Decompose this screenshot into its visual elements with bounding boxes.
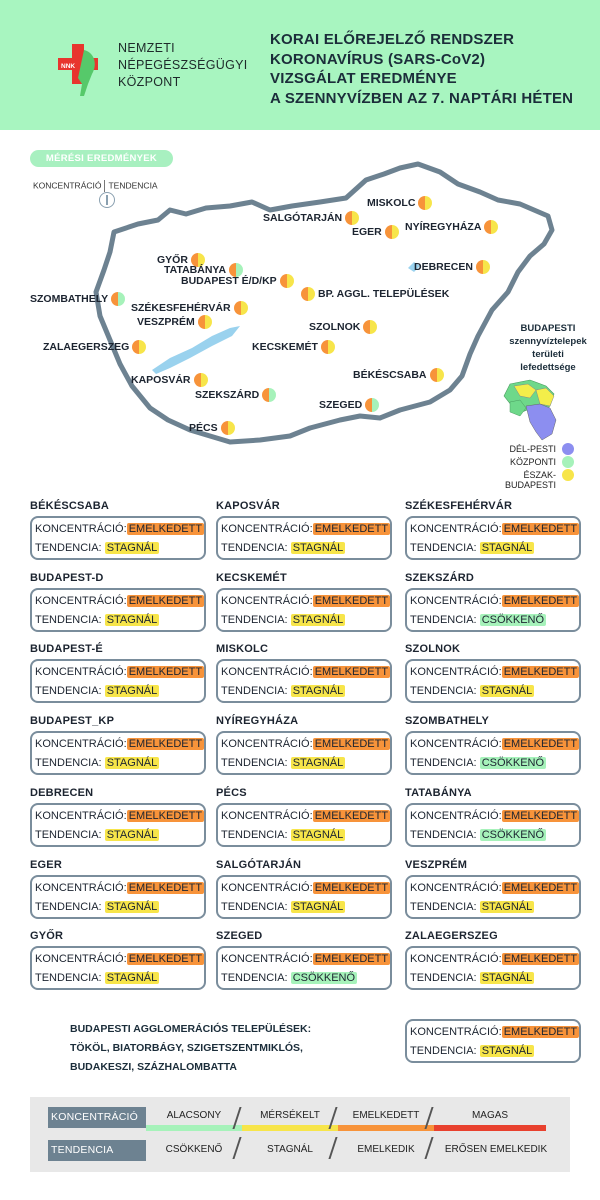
status-badge: EMELKEDETT bbox=[314, 953, 389, 965]
title-line: KORONAVÍRUS (SARS-CoV2) bbox=[270, 50, 486, 68]
concentration-row: KONCENTRÁCIÓ: EMELKEDETT bbox=[221, 810, 389, 822]
status-dot-icon bbox=[194, 373, 208, 387]
agglomeration-text bbox=[70, 1020, 311, 1077]
trend-row: TENDENCIA: STAGNÁL bbox=[35, 757, 158, 769]
level-emelkedett: EMELKEDETT bbox=[352, 1110, 420, 1121]
status-badge: EMELKEDETT bbox=[128, 595, 203, 607]
trend-emelkedik: EMELKEDIK bbox=[357, 1144, 415, 1155]
trend-row: TENDENCIA: CSÖKKENŐ bbox=[410, 614, 545, 626]
status-dot-icon bbox=[280, 274, 294, 288]
bp-legend-eszak: ÉSZAK-BUDAPESTI bbox=[504, 470, 556, 490]
status-badge: EMELKEDETT bbox=[503, 523, 578, 535]
status-badge: EMELKEDETT bbox=[503, 882, 578, 894]
status-badge: EMELKEDETT bbox=[503, 1026, 578, 1038]
status-badge: STAGNÁL bbox=[106, 972, 158, 984]
status-badge: EMELKEDETT bbox=[128, 666, 203, 678]
status-badge: EMELKEDETT bbox=[503, 738, 578, 750]
section-label: MÉRÉSI EREDMÉNYEK bbox=[30, 150, 173, 167]
org-line: KÖZPONT bbox=[118, 75, 181, 89]
legend-trend-tag: TENDENCIA bbox=[48, 1140, 146, 1161]
status-badge: STAGNÁL bbox=[481, 1045, 533, 1057]
trend-row: TENDENCIA: STAGNÁL bbox=[221, 614, 344, 626]
budapest-coverage-title: BUDAPESTI szennyvíztelepek területi lefedettsége bbox=[509, 323, 587, 373]
city-szolnok: SZOLNOK bbox=[309, 320, 377, 334]
status-badge: STAGNÁL bbox=[106, 829, 158, 841]
trend-row: TENDENCIA: CSÖKKENŐ bbox=[410, 757, 545, 769]
concentration-row: KONCENTRÁCIÓ: EMELKEDETT bbox=[410, 882, 578, 894]
city-eger: EGER bbox=[352, 225, 399, 239]
org-name bbox=[118, 40, 248, 91]
status-badge: STAGNÁL bbox=[292, 542, 344, 554]
status-badge: STAGNÁL bbox=[481, 972, 533, 984]
status-badge: CSÖKKENŐ bbox=[481, 614, 545, 626]
status-badge: STAGNÁL bbox=[292, 685, 344, 697]
scale-bar-orange bbox=[338, 1125, 434, 1131]
logo-text: NNK bbox=[61, 63, 76, 70]
status-badge: EMELKEDETT bbox=[314, 882, 389, 894]
trend-row: TENDENCIA: STAGNÁL bbox=[35, 614, 158, 626]
status-dot-icon bbox=[365, 398, 379, 412]
status-dot-icon bbox=[221, 421, 235, 435]
concentration-row: KONCENTRÁCIÓ: EMELKEDETT bbox=[221, 953, 389, 965]
bp-legend-kozponti: KÖZPONTI bbox=[509, 457, 556, 467]
bp-legend-del-pesti: DÉL-PESTI bbox=[509, 444, 556, 454]
concentration-row: KONCENTRÁCIÓ: EMELKEDETT bbox=[35, 810, 203, 822]
trend-row: TENDENCIA: STAGNÁL bbox=[35, 972, 158, 984]
status-dot-icon bbox=[111, 292, 125, 306]
status-dot-icon bbox=[476, 260, 490, 274]
concentration-row: KONCENTRÁCIÓ: EMELKEDETT bbox=[221, 738, 389, 750]
result-card bbox=[216, 946, 392, 990]
status-badge: EMELKEDETT bbox=[128, 810, 203, 822]
result-card bbox=[30, 946, 206, 990]
status-badge: STAGNÁL bbox=[106, 685, 158, 697]
concentration-row: KONCENTRÁCIÓ: EMELKEDETT bbox=[35, 595, 203, 607]
concentration-row: KONCENTRÁCIÓ: EMELKEDETT bbox=[410, 666, 578, 678]
card-title: PÉCS bbox=[216, 787, 247, 799]
trend-row: TENDENCIA: STAGNÁL bbox=[410, 901, 533, 913]
status-badge: CSÖKKENŐ bbox=[292, 972, 356, 984]
trend-row: TENDENCIA: STAGNÁL bbox=[410, 972, 533, 984]
city-miskolc: MISKOLC bbox=[367, 196, 432, 210]
trend-csokkeno: CSÖKKENŐ bbox=[165, 1144, 223, 1155]
trend-row: TENDENCIA: STAGNÁL bbox=[35, 829, 158, 841]
card-title: VESZPRÉM bbox=[405, 859, 468, 871]
card-title: DEBRECEN bbox=[30, 787, 94, 799]
result-card bbox=[30, 659, 206, 703]
city-bekescsaba: BÉKÉSCSABA bbox=[353, 368, 444, 382]
legend-trend: TENDENCIA bbox=[108, 180, 158, 191]
title-line: KORAI ELŐREJELZŐ RENDSZER bbox=[270, 31, 515, 48]
aggl-line: BUDAKESZI, SZÁZHALOMBATTA bbox=[70, 1061, 238, 1073]
status-badge: EMELKEDETT bbox=[314, 738, 389, 750]
trend-row: TENDENCIA: STAGNÁL bbox=[35, 685, 158, 697]
status-dot-icon bbox=[363, 320, 377, 334]
status-dot-icon bbox=[418, 196, 432, 210]
status-badge: STAGNÁL bbox=[292, 757, 344, 769]
status-badge: STAGNÁL bbox=[481, 685, 533, 697]
card-title: ZALAEGERSZEG bbox=[405, 930, 498, 942]
card-title: MISKOLC bbox=[216, 643, 269, 655]
level-merseklet: MÉRSÉKELT bbox=[260, 1110, 320, 1121]
result-card bbox=[405, 946, 581, 990]
status-badge: EMELKEDETT bbox=[503, 595, 578, 607]
result-card bbox=[405, 803, 581, 847]
page-title bbox=[270, 30, 573, 108]
result-card bbox=[30, 516, 206, 560]
status-badge: EMELKEDETT bbox=[503, 666, 578, 678]
trend-row: TENDENCIA: STAGNÁL bbox=[221, 829, 344, 841]
status-badge: STAGNÁL bbox=[292, 901, 344, 913]
status-badge: EMELKEDETT bbox=[128, 953, 203, 965]
bp-legend-dot-icon bbox=[562, 456, 574, 468]
result-card bbox=[405, 731, 581, 775]
level-alacsony: ALACSONY bbox=[166, 1110, 222, 1121]
concentration-row: KONCENTRÁCIÓ: EMELKEDETT bbox=[35, 953, 203, 965]
city-salgotarjan: SALGÓTARJÁN bbox=[263, 211, 359, 225]
scale-bar-green bbox=[146, 1125, 242, 1131]
status-dot-icon bbox=[430, 368, 444, 382]
card-title: SZÉKESFEHÉRVÁR bbox=[405, 500, 513, 512]
trend-row: TENDENCIA: STAGNÁL bbox=[35, 901, 158, 913]
status-dot-icon bbox=[198, 315, 212, 329]
bp-legend-dot-icon bbox=[562, 469, 574, 481]
trend-row: TENDENCIA: STAGNÁL bbox=[410, 542, 533, 554]
aggl-line: TÖKÖL, BIATORBÁGY, SZIGETSZENTMIKLÓS, bbox=[70, 1042, 303, 1054]
city-budapest: BUDAPEST É/D/KP bbox=[181, 274, 294, 288]
concentration-row: KONCENTRÁCIÓ: EMELKEDETT bbox=[221, 666, 389, 678]
concentration-row: KONCENTRÁCIÓ: EMELKEDETT bbox=[221, 523, 389, 535]
trend-stagnal: STAGNÁL bbox=[267, 1144, 313, 1155]
trend-erosen-emelkedik: ERŐSEN EMELKEDIK bbox=[444, 1144, 548, 1155]
city-kecskemet: KECSKEMÉT bbox=[252, 340, 335, 354]
status-dot-icon bbox=[345, 211, 359, 225]
concentration-row: KONCENTRÁCIÓ: EMELKEDETT bbox=[221, 882, 389, 894]
city-szeged: SZEGED bbox=[319, 398, 379, 412]
bp-legend-dot-icon bbox=[562, 443, 574, 455]
org-line: NEMZETI bbox=[118, 41, 175, 55]
concentration-row: KONCENTRÁCIÓ: EMELKEDETT bbox=[35, 882, 203, 894]
result-card bbox=[30, 731, 206, 775]
city-bp-aggl: BP. AGGL. TELEPÜLÉSEK bbox=[301, 287, 449, 301]
result-card bbox=[216, 659, 392, 703]
result-card bbox=[405, 588, 581, 632]
city-veszprem: VESZPRÉM bbox=[137, 315, 212, 329]
concentration-row: KONCENTRÁCIÓ: EMELKEDETT bbox=[410, 738, 578, 750]
status-badge: CSÖKKENŐ bbox=[481, 757, 545, 769]
city-tatabanya: TATABÁNYA bbox=[164, 263, 243, 277]
city-kaposvar: KAPOSVÁR bbox=[131, 373, 208, 387]
status-badge: STAGNÁL bbox=[292, 614, 344, 626]
nnk-logo-icon bbox=[58, 44, 98, 96]
trend-row: TENDENCIA: STAGNÁL bbox=[221, 685, 344, 697]
status-dot-icon bbox=[262, 388, 276, 402]
status-badge: STAGNÁL bbox=[481, 901, 533, 913]
concentration-row: KONCENTRÁCIÓ: EMELKEDETT bbox=[410, 953, 578, 965]
result-card bbox=[405, 516, 581, 560]
card-title: SZEKSZÁRD bbox=[405, 572, 475, 584]
status-badge: EMELKEDETT bbox=[128, 738, 203, 750]
status-dot-icon bbox=[385, 225, 399, 239]
card-title: BUDAPEST_KP bbox=[30, 715, 115, 727]
trend-row: TENDENCIA: CSÖKKENŐ bbox=[221, 972, 356, 984]
concentration-row: KONCENTRÁCIÓ: EMELKEDETT bbox=[410, 595, 578, 607]
concentration-row: KONCENTRÁCIÓ: EMELKEDETT bbox=[35, 523, 203, 535]
result-card bbox=[405, 659, 581, 703]
title-line: VIZSGÁLAT EREDMÉNYE bbox=[270, 70, 457, 87]
trend-row: TENDENCIA: STAGNÁL bbox=[221, 901, 344, 913]
status-badge: STAGNÁL bbox=[292, 829, 344, 841]
trend-row: TENDENCIA: CSÖKKENŐ bbox=[410, 829, 545, 841]
result-card bbox=[216, 803, 392, 847]
card-title: SZOLNOK bbox=[405, 643, 461, 655]
concentration-row: KONCENTRÁCIÓ: EMELKEDETT bbox=[35, 738, 203, 750]
trend-row: TENDENCIA: STAGNÁL bbox=[410, 685, 533, 697]
concentration-row: KONCENTRÁCIÓ: EMELKEDETT bbox=[410, 810, 578, 822]
card-title: SALGÓTARJÁN bbox=[216, 859, 302, 871]
card-title: GYŐR bbox=[30, 930, 64, 942]
status-dot-icon bbox=[321, 340, 335, 354]
status-badge: EMELKEDETT bbox=[503, 810, 578, 822]
scale-legend bbox=[30, 1097, 570, 1172]
result-card bbox=[30, 875, 206, 919]
status-badge: CSÖKKENŐ bbox=[481, 829, 545, 841]
legend-concentration: KONCENTRÁCIÓ bbox=[33, 180, 102, 191]
city-szombathely: SZOMBATHELY bbox=[30, 292, 125, 306]
status-badge: STAGNÁL bbox=[106, 757, 158, 769]
scale-bar-red bbox=[434, 1125, 546, 1131]
card-title: SZEGED bbox=[216, 930, 263, 942]
status-dot-icon bbox=[301, 287, 315, 301]
city-szekesfehervar: SZÉKESFEHÉRVÁR bbox=[131, 301, 248, 315]
status-badge: STAGNÁL bbox=[106, 614, 158, 626]
concentration-row: KONCENTRÁCIÓ: EMELKEDETT bbox=[35, 666, 203, 678]
budapest-inset bbox=[504, 380, 556, 440]
legend-concentration-tag: KONCENTRÁCIÓ bbox=[48, 1107, 146, 1128]
scale-bar-yellow bbox=[242, 1125, 338, 1131]
city-pecs: PÉCS bbox=[189, 421, 235, 435]
concentration-row: KONCENTRÁCIÓ: EMELKEDETT bbox=[221, 595, 389, 607]
status-badge: EMELKEDETT bbox=[128, 523, 203, 535]
card-title: TATABÁNYA bbox=[405, 787, 472, 799]
result-card bbox=[30, 588, 206, 632]
status-badge: STAGNÁL bbox=[481, 542, 533, 554]
lake-balaton bbox=[152, 326, 240, 374]
card-title: BUDAPEST-É bbox=[30, 643, 103, 655]
city-debrecen: DEBRECEN bbox=[414, 260, 490, 274]
card-title: KECSKEMÉT bbox=[216, 572, 287, 584]
card-title: BUDAPEST-D bbox=[30, 572, 104, 584]
status-badge: EMELKEDETT bbox=[314, 666, 389, 678]
status-dot-icon bbox=[132, 340, 146, 354]
status-badge: EMELKEDETT bbox=[314, 523, 389, 535]
trend-row: TENDENCIA: STAGNÁL bbox=[221, 542, 344, 554]
card-title: EGER bbox=[30, 859, 62, 871]
trend-row: TENDENCIA: STAGNÁL bbox=[410, 1045, 533, 1057]
status-badge: STAGNÁL bbox=[106, 542, 158, 554]
result-card bbox=[216, 516, 392, 560]
card-title: SZOMBATHELY bbox=[405, 715, 490, 727]
card-title: BÉKÉSCSABA bbox=[30, 500, 110, 512]
status-dot-icon bbox=[484, 220, 498, 234]
concentration-row: KONCENTRÁCIÓ: EMELKEDETT bbox=[410, 523, 578, 535]
agglomeration-card bbox=[405, 1019, 581, 1063]
status-badge: EMELKEDETT bbox=[314, 595, 389, 607]
status-badge: EMELKEDETT bbox=[128, 882, 203, 894]
status-badge: EMELKEDETT bbox=[314, 810, 389, 822]
card-title: KAPOSVÁR bbox=[216, 500, 280, 512]
city-zalaegerszeg: ZALAEGERSZEG bbox=[43, 340, 146, 354]
concentration-row: KONCENTRÁCIÓ: EMELKEDETT bbox=[410, 1026, 578, 1038]
city-nyiregyhaza: NYÍREGYHÁZA bbox=[405, 220, 498, 234]
status-badge: EMELKEDETT bbox=[503, 953, 578, 965]
aggl-line: BUDAPESTI AGGLOMERÁCIÓS TELEPÜLÉSEK: bbox=[70, 1023, 312, 1035]
card-title: NYÍREGYHÁZA bbox=[216, 715, 299, 727]
trend-row: TENDENCIA: STAGNÁL bbox=[221, 757, 344, 769]
header bbox=[0, 0, 600, 130]
result-card bbox=[216, 875, 392, 919]
status-badge: STAGNÁL bbox=[106, 901, 158, 913]
trend-row: TENDENCIA: STAGNÁL bbox=[35, 542, 158, 554]
org-line: NÉPEGÉSZSÉGÜGYI bbox=[118, 58, 248, 72]
result-card bbox=[30, 803, 206, 847]
title-line: A SZENNYVÍZBEN AZ 7. NAPTÁRI HÉTEN bbox=[270, 89, 574, 107]
result-card bbox=[216, 588, 392, 632]
result-card bbox=[405, 875, 581, 919]
result-card bbox=[216, 731, 392, 775]
city-gyor: GYŐR bbox=[157, 253, 205, 267]
level-magas: MAGAS bbox=[471, 1110, 509, 1121]
status-dot-icon bbox=[234, 301, 248, 315]
city-szekszard: SZEKSZÁRD bbox=[195, 388, 276, 402]
